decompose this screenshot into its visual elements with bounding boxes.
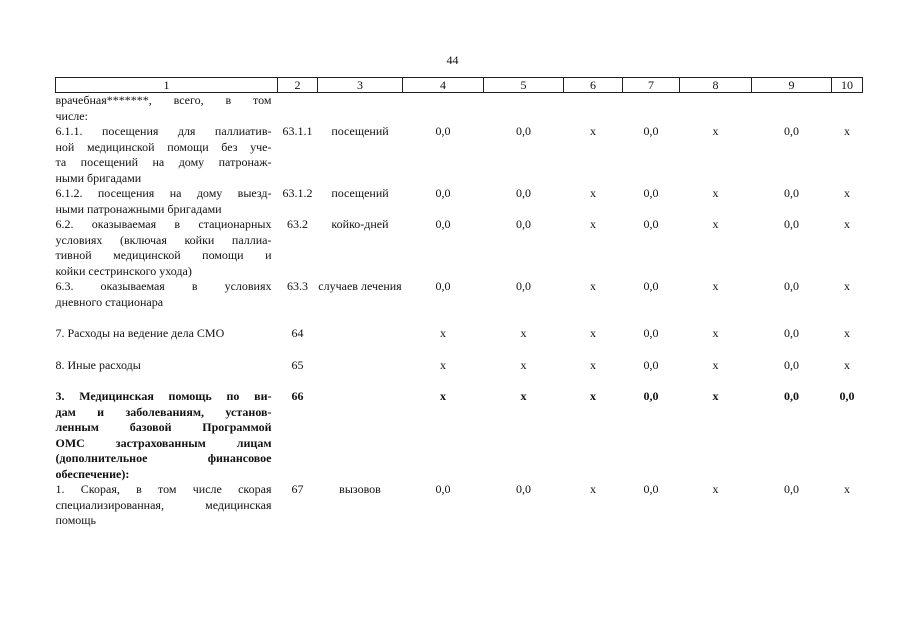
- table-cell: [403, 93, 484, 125]
- table-cell: x: [590, 482, 596, 496]
- description-line: ленным базовой Программой: [55, 420, 272, 434]
- description-line: 6.3. оказываемая в условиях: [55, 279, 272, 293]
- table-cell: x: [712, 124, 719, 138]
- table-header-row: [56, 78, 863, 93]
- table-cell: 0,0: [643, 124, 659, 138]
- table-row: [56, 358, 863, 390]
- table-cell: [680, 93, 752, 125]
- table-cell: 0,0: [643, 482, 659, 496]
- page-number: 44: [446, 53, 459, 67]
- data-table: [55, 77, 863, 529]
- description-line: врачебная*******, всего, в том: [55, 93, 272, 107]
- table-cell: x: [844, 124, 850, 138]
- row-description: [56, 279, 278, 326]
- description-line: 6.1.2. посещения на дому выезд-: [55, 186, 272, 200]
- description-line: дам и заболеваниям, установ-: [55, 404, 272, 419]
- table-cell: 0,0: [643, 186, 659, 200]
- table-cell: [484, 93, 564, 125]
- table-cell: x: [590, 357, 596, 372]
- description-line: тивной медицинской помощи и: [55, 248, 272, 262]
- table-cell: 0,0: [784, 217, 799, 231]
- row-description: [56, 124, 278, 186]
- description-line: числе:: [55, 108, 88, 123]
- table-cell: x: [590, 389, 596, 403]
- table-cell: 0,0: [643, 217, 659, 231]
- table-cell: x: [712, 279, 719, 293]
- column-header: 10: [832, 78, 863, 93]
- table-row: [56, 389, 863, 482]
- table-cell: 0,0: [516, 279, 531, 293]
- table-cell: 0,0: [784, 124, 799, 138]
- description-line: та посещений на дому патронаж-: [55, 155, 272, 169]
- table-cell: x: [712, 357, 719, 372]
- table-cell: x: [590, 186, 596, 200]
- table-cell: x: [712, 389, 719, 403]
- table-cell: x: [590, 217, 596, 231]
- description-line: 6.1.1. посещения для паллиатив-: [55, 124, 272, 138]
- row-description: [56, 389, 278, 482]
- table-cell: 63.3: [287, 279, 308, 293]
- row-description: [56, 482, 278, 529]
- table-cell: x: [844, 357, 850, 372]
- table-cell: 0,0: [784, 357, 799, 372]
- table-cell: x: [844, 217, 850, 231]
- description-line: специализированная, медицинская: [55, 497, 272, 512]
- description-line: койки сестринского ухода): [55, 263, 192, 278]
- table-cell: x: [520, 357, 527, 372]
- column-header: 6: [564, 78, 623, 93]
- row-description: [56, 217, 278, 279]
- column-header: 5: [484, 78, 564, 93]
- description-line: 1. Скорая, в том числе скорая: [55, 482, 272, 496]
- description-line: дневного стационара: [55, 294, 164, 309]
- table-cell: 63.1.2: [282, 186, 313, 200]
- table-cell: [832, 93, 863, 125]
- description-line: 7. Расходы на ведение дела СМО: [55, 326, 225, 340]
- table-cell: x: [844, 326, 850, 340]
- table-cell: x: [712, 186, 719, 200]
- table-cell: [318, 358, 403, 390]
- table-cell: x: [844, 482, 850, 496]
- table-cell: 0,0: [643, 279, 659, 293]
- description-line: ными патронажными бригадами: [55, 201, 222, 216]
- table-cell: x: [520, 389, 527, 403]
- row-description: [56, 186, 278, 217]
- table-cell: x: [712, 326, 719, 340]
- table-cell: x: [590, 279, 596, 293]
- table-cell: [318, 326, 403, 358]
- table-cell: 67: [291, 482, 304, 496]
- description-line: 8. Иные расходы: [55, 357, 141, 372]
- description-line: ной медицинской помощи без уче-: [55, 139, 272, 154]
- table-cell: койко-дней: [331, 217, 389, 231]
- table-cell: 0,0: [643, 326, 659, 340]
- table-cell: [318, 389, 403, 482]
- table-cell: x: [844, 279, 850, 293]
- table-cell: x: [712, 482, 719, 496]
- table-cell: 64: [291, 326, 304, 340]
- table-cell: x: [590, 124, 596, 138]
- table-cell: x: [712, 217, 719, 231]
- table-cell: x: [440, 357, 446, 372]
- table-cell: [318, 93, 403, 125]
- table-cell: 66: [291, 389, 304, 403]
- description-line: ными бригадами: [55, 170, 142, 185]
- table-cell: x: [520, 326, 527, 340]
- table-cell: 0,0: [784, 389, 799, 403]
- column-header: 3: [318, 78, 403, 93]
- table-row: [56, 124, 863, 186]
- table-cell: 0,0: [516, 124, 531, 138]
- table-cell: x: [844, 186, 850, 200]
- column-header: 8: [680, 78, 752, 93]
- table-cell: 63.1.1: [282, 124, 313, 138]
- table-row: [56, 93, 863, 125]
- table-cell: 0,0: [435, 124, 451, 138]
- table-row: [56, 186, 863, 217]
- description-line: обеспечение):: [55, 466, 130, 481]
- table-cell: 0,0: [435, 279, 451, 293]
- description-line: (дополнительное финансовое: [55, 451, 272, 465]
- table-cell: 0,0: [784, 326, 799, 340]
- table-cell: x: [590, 326, 596, 340]
- row-description: [56, 326, 278, 358]
- table-cell: 0,0: [435, 186, 451, 200]
- table-cell: [752, 93, 832, 125]
- column-header: 7: [623, 78, 680, 93]
- table-cell: 0,0: [839, 389, 855, 403]
- description-line: 3. Медицинская помощь по ви-: [55, 389, 272, 403]
- table-row: [56, 217, 863, 279]
- description-line: 6.2. оказываемая в стационарных: [55, 217, 272, 231]
- table-cell: 0,0: [516, 186, 531, 200]
- description-line: условиях (включая койки паллиа-: [55, 232, 272, 247]
- table-cell: посещений: [331, 124, 389, 138]
- row-description: [56, 93, 278, 125]
- table-row: [56, 482, 863, 529]
- table-cell: 65: [291, 357, 304, 372]
- table-cell: вызовов: [339, 482, 381, 496]
- table-cell: x: [440, 389, 446, 403]
- column-header: 4: [403, 78, 484, 93]
- table-cell: [564, 93, 623, 125]
- table-cell: 0,0: [784, 279, 799, 293]
- table-row: [56, 326, 863, 358]
- row-description: [56, 358, 278, 390]
- description-line: помощь: [55, 513, 96, 527]
- table-cell: 0,0: [784, 482, 799, 496]
- table-cell: 0,0: [435, 217, 451, 231]
- table-cell: случаев лечения: [318, 279, 402, 293]
- table-cell: 63.2: [287, 217, 308, 231]
- table-row: [56, 279, 863, 326]
- table-cell: [278, 93, 318, 125]
- table-cell: x: [440, 326, 446, 340]
- column-header: 1: [56, 78, 278, 93]
- table-cell: 0,0: [643, 357, 659, 372]
- column-header: 9: [752, 78, 832, 93]
- table-cell: посещений: [331, 186, 389, 200]
- column-header: 2: [278, 78, 318, 93]
- table-cell: 0,0: [435, 482, 451, 496]
- table-cell: 0,0: [784, 186, 799, 200]
- description-line: ОМС застрахованным лицам: [55, 435, 272, 450]
- table-cell: [623, 93, 680, 125]
- table-cell: 0,0: [516, 217, 531, 231]
- table-cell: 0,0: [516, 482, 531, 496]
- table-cell: 0,0: [643, 389, 659, 403]
